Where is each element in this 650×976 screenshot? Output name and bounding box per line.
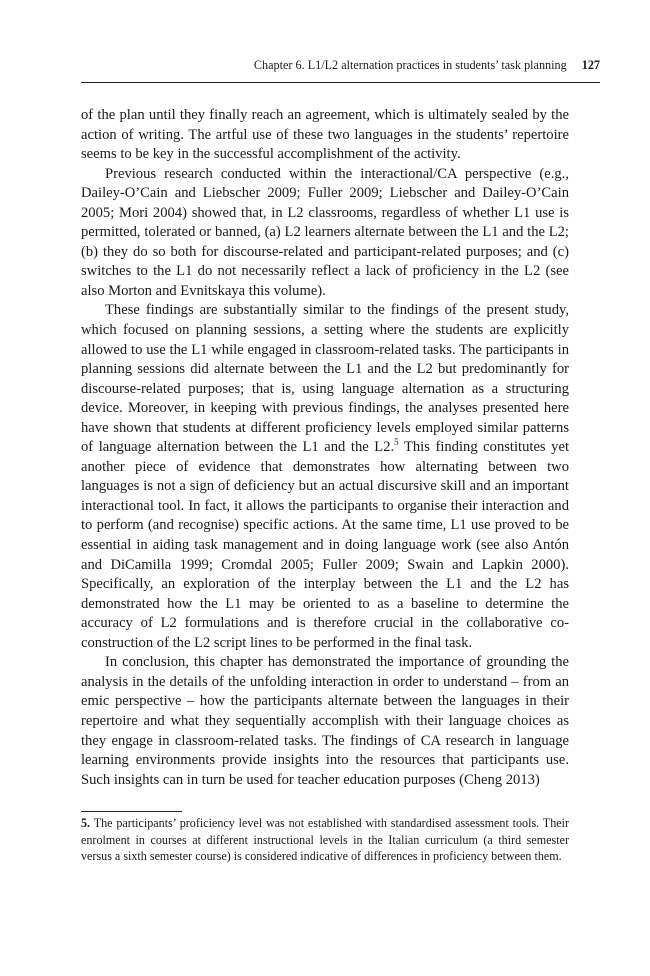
findings-text-before-note: These findings are substantially similar to the findings of the present study, which focused on planning sessions, a setting where the students are explicitly allowed to use the L1 while engaged in classroom-related tasks. The participants in planning sessions did alternate between the L1 and the L2 but predominantly for discourse-related purposes; that is, using language alternation as a structuring device. Moreover, in keeping with previous findings, the analyses presented here have shown that students at different proficiency levels employed similar patterns of language alternation between the L1 and the L2. — [81, 302, 569, 456]
footnote-separator — [81, 811, 182, 812]
footnote-reference: 5 — [394, 437, 399, 448]
footnote — [81, 815, 569, 865]
findings-text-after-note: This finding constitutes yet another piece of evidence that demonstrates how alternating between two languages is not a sign of deficiency but an actual discursive skill and an important interactional tool. In fact, it allows the participants to organise their interaction and to perform (and recognise) specific actions. At the same time, L1 use proved to be essential in aiding task management and in doing language work (see also Antón and DiCamilla 1999; Cromdal 2005; Fuller 2009; Swain and Lapkin 2000). Specifically, an exploration of the interplay between the L1 and the L2 has demonstrated how the L1 may be oriented to as a baseline to determine the accuracy of L2 formulations and is therefore crucial in the collaborative co-construction of the L2 script lines to be performed in the final task. — [81, 439, 569, 651]
chapter-title: Chapter 6. L1/L2 alternation practices in students’ task planning — [253, 58, 567, 72]
running-head — [81, 58, 600, 83]
paragraph-continuation: of the plan until they finally reach an agreement, which is ultimately sealed by the action of writing. The artful use of these two languages in the students’ repertoire seems to be key in the successful accomplishment of the activity. — [81, 107, 569, 163]
paragraph-conclusion: In conclusion, this chapter has demonstrated the importance of grounding the analysis in the details of the unfolding interaction in order to understand – from an emic perspective – how the participants alternate between the languages in their repertoire and what they sequentially accomplish with their language choices as they engage in classroom-related tasks. The findings of CA research in language learning environments provide insights into the resources that participants use. Such insights can in turn be used for teacher education purposes (Cheng 2013) — [81, 654, 569, 788]
paragraph-findings — [81, 301, 569, 653]
page-number: 127 — [581, 58, 600, 72]
footnote-number: 5. — [81, 816, 91, 830]
paragraph-previous-research: Previous research conducted within the interactional/CA perspective (e.g., Dailey-O’Cain and Liebscher 2009; Fuller 2009; Liebscher and Dailey-O’Cain 2005; Mori 2004) showed that, in L2 classrooms, regardless of whether L1 use is permitted, tolerated or banned, (a) L2 learners alternate between the L1 and the L2; (b) they do so both for discourse-related and participant-related purposes; and (c) switches to the L1 do not necessarily reflect a lack of proficiency in the L2 (see also Morton and Evnitskaya this volume). — [81, 165, 569, 299]
body-text — [81, 106, 569, 790]
footnote-text: The participants’ proficiency level was not established with standardised assessment tools. Their enrolment in courses at different instructional levels in the Italian curriculum (a third semester versus a sixth semester course) is considered indicative of differences in proficiency between them. — [81, 816, 569, 864]
